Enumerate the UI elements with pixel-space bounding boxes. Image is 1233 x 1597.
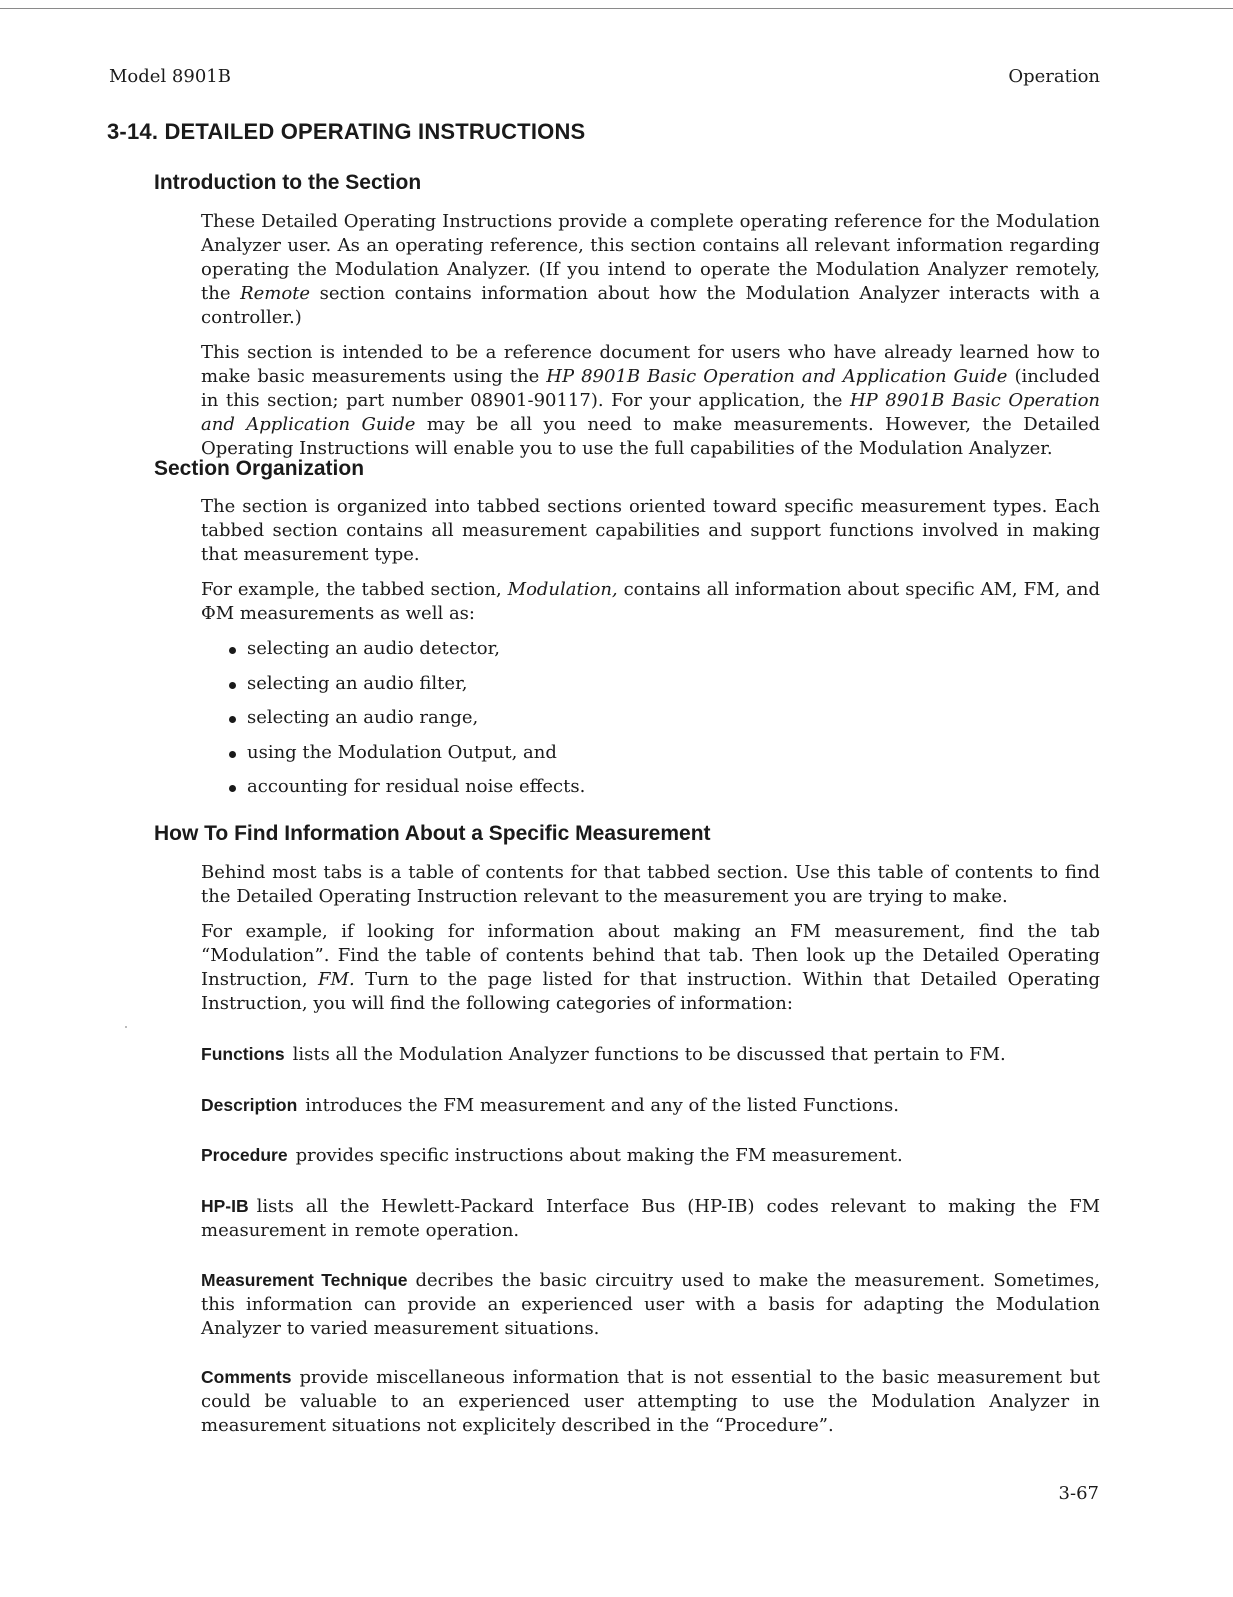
category-description	[201, 1093, 1100, 1118]
category-label: Procedure	[201, 1145, 288, 1165]
organization-body	[201, 495, 1100, 810]
intro-paragraph-1: These Detailed Operating Instructions provide a complete operating reference for the Modulation Analyzer user. As an operating reference, this section contains all relevant information regarding operating the Modulation Analyzer. (If you intend to operate the Modulation Analyzer remotely, the Remote section contains information about how the Modulation Analyzer interacts with a controller.)	[201, 211, 1101, 328]
guide-title-ref: HP 8901B Basic Operation and Application Guide	[201, 390, 1101, 435]
list-item: selecting an audio detector,	[201, 637, 1100, 661]
category-functions	[201, 1042, 1100, 1067]
category-measurement-technique	[201, 1268, 1100, 1341]
category-label: HP-IB	[201, 1196, 249, 1216]
running-head-model: Model 8901B	[109, 66, 231, 87]
howto-body	[201, 861, 1100, 1027]
list-item: selecting an audio range,	[201, 706, 1100, 730]
list-item: accounting for residual noise effects.	[201, 775, 1100, 799]
list-item: using the Modulation Output, and	[201, 741, 1100, 765]
fm-instruction-ref: FM.	[318, 969, 355, 990]
category-label: Description	[201, 1095, 298, 1115]
howto-paragraph-1: Behind most tabs is a table of contents for that tabbed section. Use this table of contents to find the Detailed Operating Instruction relevant to the measurement you are trying to make.	[201, 862, 1100, 907]
page-number: 3-67	[1058, 1483, 1099, 1504]
modulation-topics-list	[201, 637, 1100, 799]
heading-introduction: Introduction to the Section	[154, 171, 422, 194]
category-text: decribes the basic circuitry used to make the measurement. Sometimes, this information can provide an experienced user with a basis for adapting the Modulation Analyzer to varied measurement situations.	[201, 1270, 1100, 1339]
guide-title-ref: HP 8901B Basic Operation and Application Guide	[546, 366, 1008, 387]
category-text: lists all the Modulation Analyzer functions to be discussed that pertain to FM.	[292, 1044, 1006, 1065]
howto-paragraph-2: For example, if looking for information about making an FM measurement, find the tab “Modulation”. Find the table of contents behind that tab. Then look up the Detailed Operating Instruction, FM. Turn to the page listed for that instruction. Within that Detailed Operating Instruction, you will find the following categories of information:	[201, 921, 1100, 1014]
category-label: Comments	[201, 1367, 292, 1387]
category-label: Functions	[201, 1044, 285, 1064]
heading-section-organization: Section Organization	[154, 457, 365, 480]
heading-how-to-find: How To Find Information About a Specific Measurement	[154, 822, 711, 845]
intro-paragraph-2: This section is intended to be a reference document for users who have already learned how to make basic measurements using the HP 8901B Basic Operation and Application Guide (included in this section; part number 08901-90117). For your application, the HP 8901B Basic Operation and Application Guide may be all you need to make measurements. However, the Detailed Operating Instructions will enable you to use the full capabilities of the Modulation Analyzer.	[201, 342, 1101, 459]
category-comments	[201, 1365, 1100, 1438]
category-hp-ib	[201, 1194, 1100, 1243]
category-procedure	[201, 1143, 1100, 1168]
organization-paragraph-2: For example, the tabbed section, Modulation, contains all information about specific AM, FM, and ΦM measurements as well as:	[201, 579, 1100, 624]
category-text: provides specific instructions about making the FM measurement.	[295, 1145, 903, 1166]
remote-section-ref: Remote	[240, 283, 311, 304]
margin-speck	[125, 1026, 127, 1028]
category-label: Measurement Technique	[201, 1270, 408, 1290]
organization-paragraph-1: The section is organized into tabbed sections oriented toward specific measurement types. Each tabbed section contains all measurement capabilities and support functions involved in making that measurement type.	[201, 496, 1100, 565]
category-text: introduces the FM measurement and any of the listed Functions.	[305, 1095, 899, 1116]
introduction-body	[201, 210, 1100, 472]
list-item: selecting an audio filter,	[201, 672, 1100, 696]
running-head-chapter: Operation	[1008, 66, 1100, 87]
category-text: provide miscellaneous information that is not essential to the basic measurement but could be valuable to an experienced user attempting to use the Modulation Analyzer in measurement situations not explicitely described in the “Procedure”.	[201, 1367, 1100, 1436]
top-rule	[0, 8, 1233, 9]
category-text: lists all the Hewlett-Packard Interface Bus (HP-IB) codes relevant to making the FM measurement in remote operation.	[201, 1196, 1100, 1241]
section-title: 3-14. DETAILED OPERATING INSTRUCTIONS	[107, 119, 586, 144]
modulation-tab-ref: Modulation,	[507, 579, 618, 600]
